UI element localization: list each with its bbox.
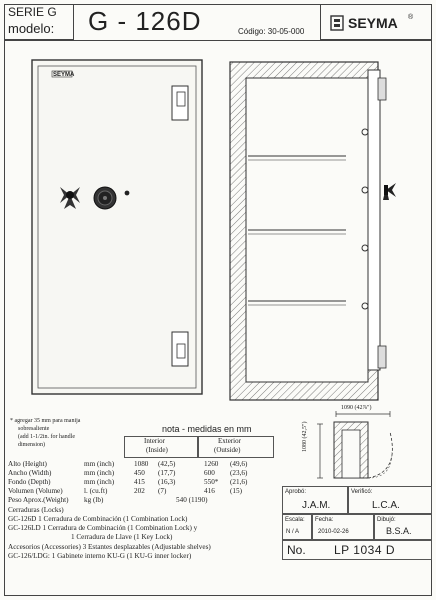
safe-front-view [30,58,210,398]
modelo-label: modelo: [8,21,55,36]
brand-name: SEYMA [348,15,398,31]
spec-ext-in: (15) [230,487,242,495]
spec-row-width [8,469,248,477]
brand-mark: ® [408,14,414,21]
spec-unit: kg (lb) [84,496,104,504]
dibujo-label: Dibujó: [377,517,396,523]
spec-weight-value: 540 (1190) [176,496,208,504]
spec-ext: 550* [204,478,219,486]
accessories-line: Accesorios (Accessories) 3 Estantes desplazables (Adjustable shelves) [8,543,211,551]
spec-row-depth [8,478,248,486]
spec-int-in: (17,7) [158,469,176,477]
aprobo-value: J.A.M. [302,500,331,511]
spec-unit: mm (inch) [84,478,115,486]
lock-line-1: GC-126D 1 Cerradura de Combinación (1 Combination Lock) [8,515,188,523]
spec-int-in: (42,5) [158,460,176,468]
handle-note-4: dimension) [18,442,45,448]
spec-unit: mm (inch) [84,469,115,477]
spec-int: 1080 [134,460,149,468]
spec-row-volume [8,487,242,495]
escala-label: Escala: [285,517,305,523]
measures-note: nota - medidas en mm [162,424,252,434]
verifico-label: Verificó: [351,489,373,495]
spec-row-weight [8,496,208,504]
inner-locker-line: GC-126/LDG: 1 Gabinete interno KU-G (1 KU-G inner locker) [8,552,192,560]
spec-int: 450 [134,469,145,477]
dibujo-value: B.S.A. [386,526,412,536]
handle-note-2: sobresaliente [18,426,50,432]
number-value: LP 1034 D [334,543,395,557]
dimension-height: 1080 (42,5") [302,421,308,452]
lock-line-2: GC-126LD 1 Cerradura de Combinación (1 Combination Lock) y [8,524,198,532]
dimension-width: 1090 (42⅞") [341,405,372,411]
model-title: G - 126D [88,6,202,36]
locks-title: Cerraduras (Locks) [8,506,64,514]
fecha-value: 2010-02-26 [318,529,349,535]
col-exterior: Exterior [218,437,241,445]
spec-ext-in: (21,6) [230,478,248,486]
spec-int: 415 [134,478,145,486]
handle-note-3: (add 1-1/2in. for handle [18,434,75,440]
spec-unit: mm (inch) [84,460,115,468]
header-divider [4,40,432,41]
codigo-text: Código: 30-05-000 [238,27,305,36]
handle-note-1: * agregar 35 mm para manija [10,418,81,424]
lock-line-3: 1 Cerradura de Llave (1 Key Lock) [71,533,173,541]
spec-int-in: (16,3) [158,478,176,486]
spec-row-height [8,460,248,468]
spec-int: 202 [134,487,145,495]
spec-ext: 1260 [204,460,219,468]
front-badge: SEYMA [53,72,75,78]
seyma-logo-icon [330,15,344,31]
spec-ext-in: (49,6) [230,460,248,468]
spec-label: Volumen (Volume) [8,487,63,495]
col-interior-en: (Inside) [146,446,168,454]
col-exterior-en: (Outside) [214,446,241,454]
safe-plan-view [312,408,424,488]
spec-int-in: (7) [158,487,167,495]
escala-value: N / A [286,529,300,535]
spec-label: Ancho (Width) [8,469,52,477]
col-interior: Interior [144,437,165,445]
verifico-value: L.C.A. [372,500,400,511]
fecha-label: Fecha: [315,517,334,523]
spec-label: Peso Aprox.(Weight) [8,496,69,504]
spec-ext-in: (23,6) [230,469,248,477]
spec-unit: l. (cu.ft) [84,487,108,495]
spec-ext: 600 [204,469,215,477]
number-label: No. [287,543,306,557]
aprobo-label: Aprobó: [285,489,307,495]
safe-section-view [228,60,406,408]
spec-label: Alto (Height) [8,460,47,468]
spec-label: Fondo (Depth) [8,478,51,486]
spec-ext: 416 [204,487,215,495]
serie-label: SERIE G [8,5,57,19]
